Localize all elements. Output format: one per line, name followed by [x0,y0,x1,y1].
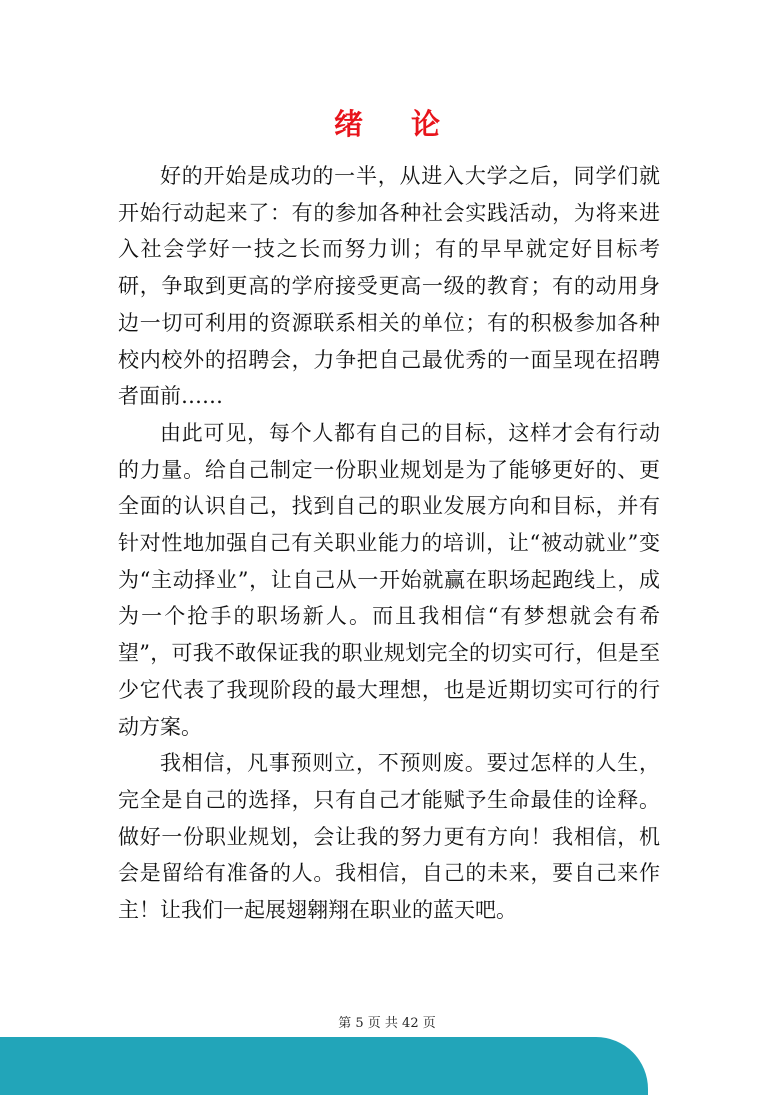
paragraph-2: 由此可见，每个人都有自己的目标，这样才会有行动的力量。给自己制定一份职业规划是为了能够更好的、更全面的认识自己，找到自己的职业发展方向和目标，并有针对性地加强自己有关职业能力的培训，让“被动就业”变为“主动择业”，让自己从一开始就赢在职场起跑线上，成为一个抢手的职场新人。而且我相信“有梦想就会有希望”，可我不敢保证我的职业规划完全的切实可行，但是至少它代表了我现阶段的最大理想，也是近期切实可行的行动方案。 [118,420,660,739]
page-number: 第 5 页 共 42 页 [338,1016,436,1031]
footer-band [0,1037,648,1095]
paragraph-1: 好的开始是成功的一半，从进入大学之后，同学们就开始行动起来了：有的参加各种社会实践活动，为将来进入社会学好一技之长而努力训；有的早早就定好目标考研，争取到更高的学府接受更高一级的教育；有的动用身边一切可利用的资源联系相关的单位；有的积极参加各种校内校外的招聘会，力争把自己最优秀的一面呈现在招聘者面前…… [118,164,660,409]
body-text [118,158,660,929]
paragraph-3: 我相信，凡事预则立，不预则废。要过怎样的人生，完全是自己的选择，只有自己才能赋予生命最佳的诠释。做好一份职业规划，会让我的努力更有方向！我相信，机会是留给有准备的人。我相信，自己的未来，要自己来作主！让我们一起展翅翱翔在职业的蓝天吧。 [118,751,660,923]
page-title: 绪论 [333,107,488,141]
